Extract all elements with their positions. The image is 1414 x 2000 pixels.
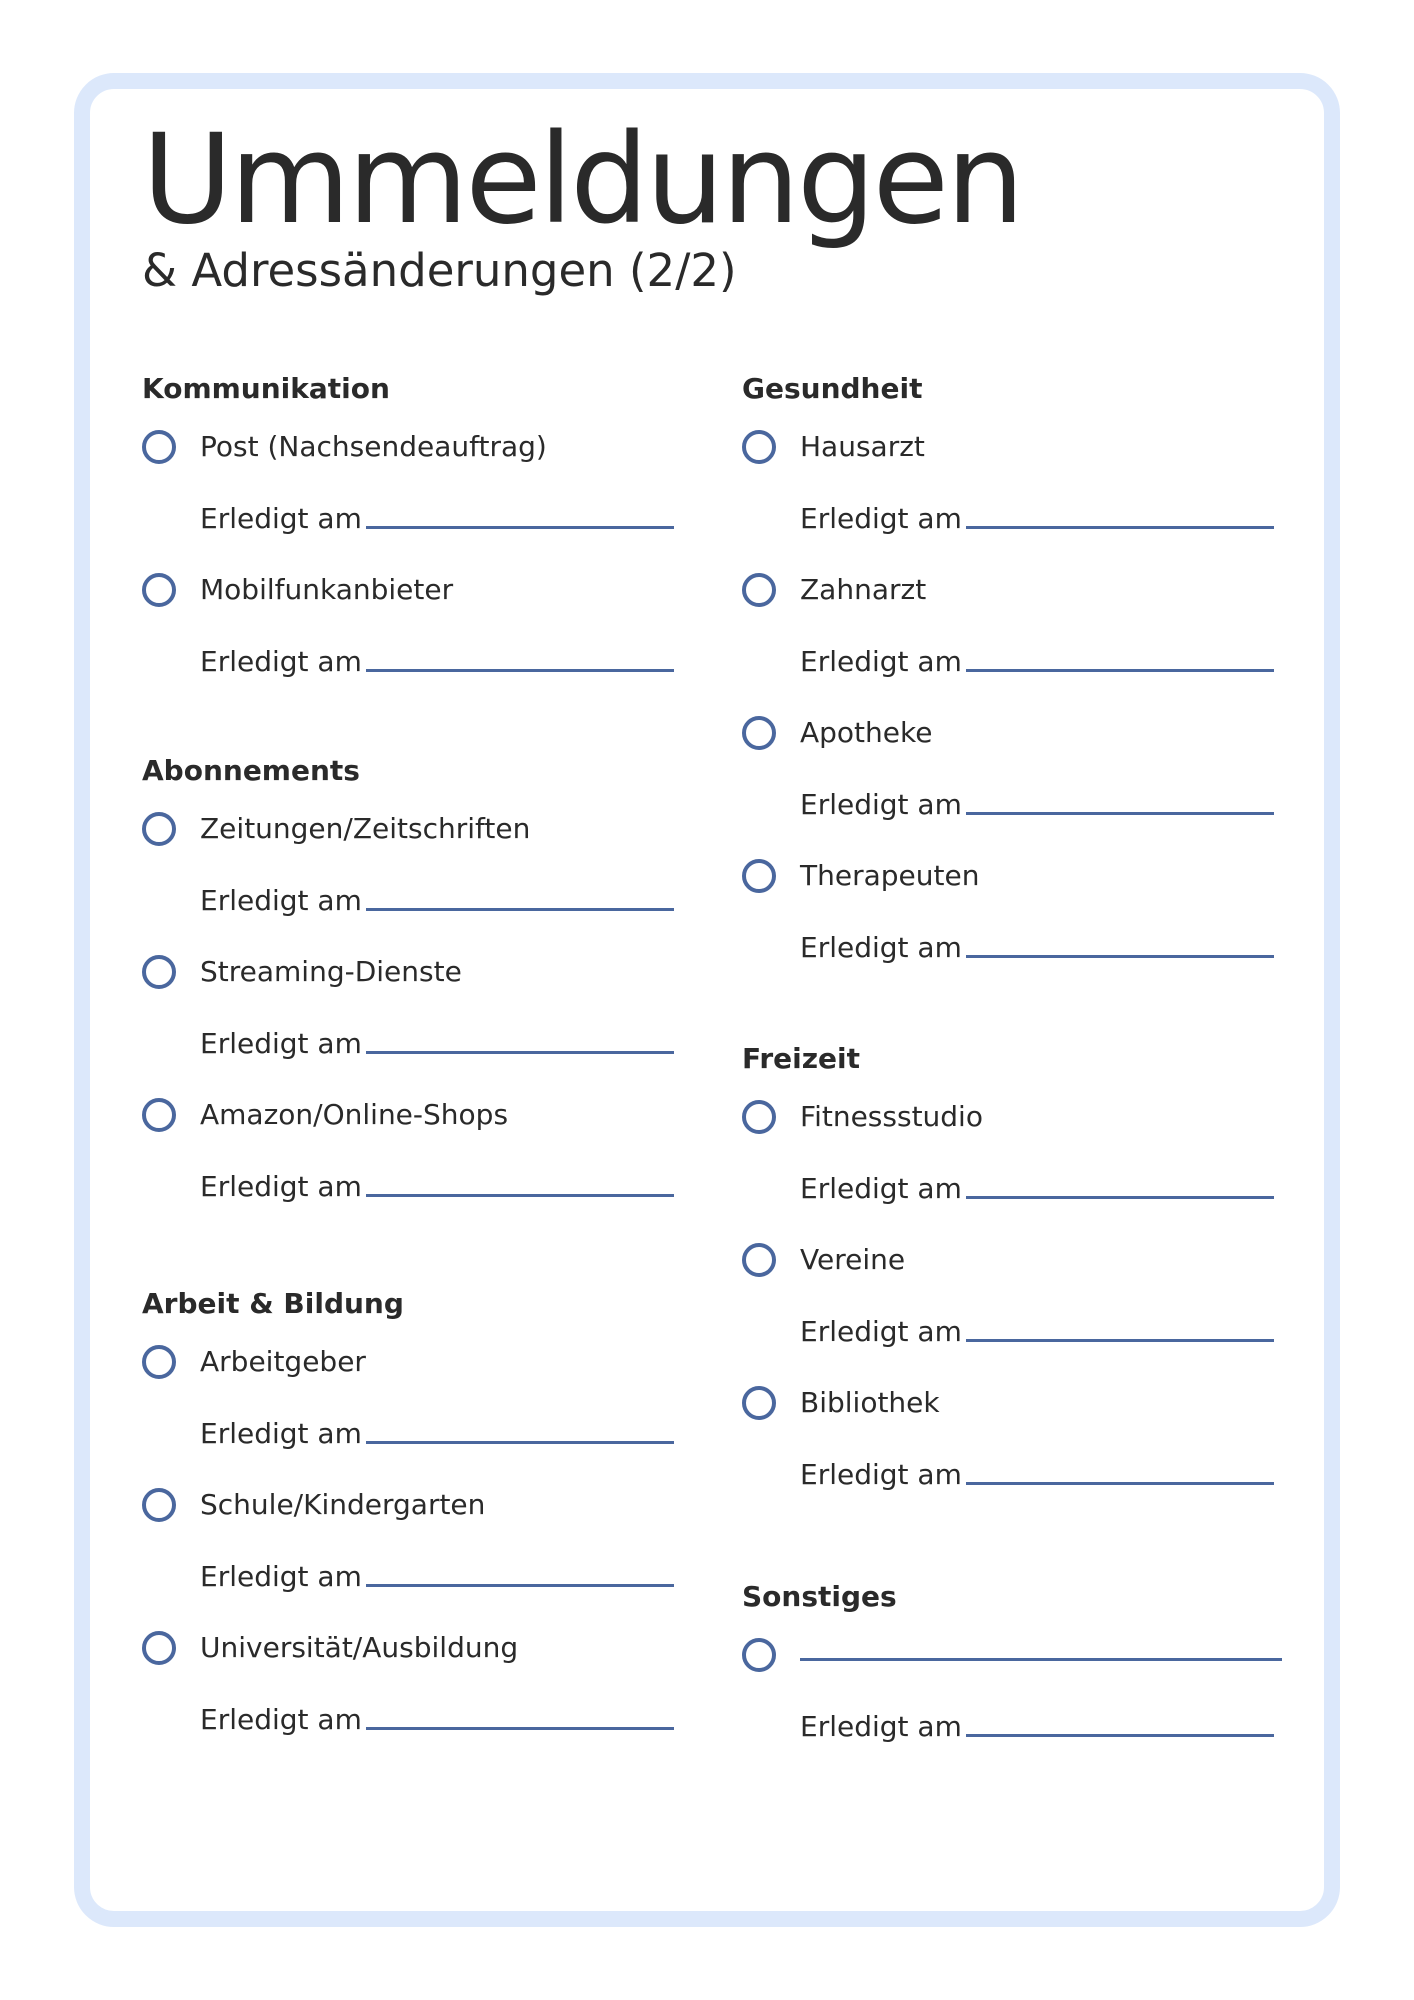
checkbox-circle[interactable]	[742, 573, 776, 607]
checkbox-circle[interactable]	[142, 1098, 176, 1132]
done-date-line[interactable]	[966, 1196, 1274, 1199]
item-label: Schule/Kindergarten	[200, 1488, 486, 1521]
done-label: Erledigt am	[800, 1710, 962, 1743]
checklist-row	[742, 573, 1282, 613]
right-column	[742, 0, 1282, 2000]
item-label: Amazon/Online-Shops	[200, 1098, 509, 1131]
checklist-item-apotheke	[742, 692, 1282, 835]
checkbox-circle[interactable]	[142, 573, 176, 607]
item-write-in-line[interactable]	[800, 1658, 1282, 1661]
done-date-line[interactable]	[966, 1482, 1274, 1485]
done-row	[800, 1172, 1282, 1212]
item-label: Hausarzt	[800, 430, 925, 463]
checklist-item-arbeitgeber	[142, 1321, 682, 1464]
done-label: Erledigt am	[200, 1417, 362, 1450]
checklist-row	[142, 1631, 682, 1671]
done-label: Erledigt am	[800, 1458, 962, 1491]
checklist-item-mobilfunkanbieter	[142, 549, 682, 692]
checkbox-circle[interactable]	[142, 430, 176, 464]
checklist-item-streaming-dienste	[142, 931, 682, 1074]
checklist-item-zeitungen-zeitschriften	[142, 788, 682, 931]
done-date-line[interactable]	[366, 1051, 674, 1054]
done-row	[800, 645, 1282, 685]
checklist-item-post-nachsendeauftrag	[142, 406, 682, 549]
section-kommunikation	[142, 372, 682, 692]
checklist-item-schule-kindergarten	[142, 1464, 682, 1607]
checklist-item-blank	[742, 1614, 1282, 1757]
item-label: Zahnarzt	[800, 573, 927, 606]
checklist-item-universitaet-ausbildung	[142, 1607, 682, 1750]
checklist-row	[742, 1386, 1282, 1426]
done-date-line[interactable]	[966, 1339, 1274, 1342]
checkbox-circle[interactable]	[742, 1386, 776, 1420]
checkbox-circle[interactable]	[742, 430, 776, 464]
checklist-item-zahnarzt	[742, 549, 1282, 692]
item-label: Bibliothek	[800, 1386, 940, 1419]
checkbox-circle[interactable]	[142, 955, 176, 989]
done-date-line[interactable]	[366, 1584, 674, 1587]
done-label: Erledigt am	[200, 1170, 362, 1203]
checkbox-circle[interactable]	[142, 1488, 176, 1522]
done-date-line[interactable]	[966, 526, 1274, 529]
done-label: Erledigt am	[800, 931, 962, 964]
checklist-item-bibliothek	[742, 1362, 1282, 1505]
checklist-item-fitnessstudio	[742, 1076, 1282, 1219]
item-label: Zeitungen/Zeitschriften	[200, 812, 531, 845]
done-label: Erledigt am	[800, 1172, 962, 1205]
done-label: Erledigt am	[200, 645, 362, 678]
checklist-row	[142, 1488, 682, 1528]
checklist-row	[142, 1345, 682, 1385]
checkbox-circle[interactable]	[742, 1638, 776, 1672]
done-date-line[interactable]	[966, 955, 1274, 958]
checklist-row	[742, 430, 1282, 470]
checkbox-circle[interactable]	[742, 1243, 776, 1277]
item-label: Universität/Ausbildung	[200, 1631, 519, 1664]
done-row	[800, 1710, 1282, 1750]
done-row	[200, 1703, 682, 1743]
done-row	[800, 1458, 1282, 1498]
section-sonstiges	[742, 1580, 1282, 1757]
checklist-row	[742, 859, 1282, 899]
done-date-line[interactable]	[366, 1727, 674, 1730]
checklist-row	[742, 1100, 1282, 1140]
checklist-row	[742, 1243, 1282, 1283]
section-title: Sonstiges	[742, 1580, 897, 1613]
checklist-item-vereine	[742, 1219, 1282, 1362]
section-title: Kommunikation	[142, 372, 390, 405]
done-row	[800, 931, 1282, 971]
done-row	[800, 788, 1282, 828]
checklist-item-amazon-online-shops	[142, 1074, 682, 1217]
checklist-row	[142, 430, 682, 470]
done-label: Erledigt am	[200, 1027, 362, 1060]
section-title: Arbeit & Bildung	[142, 1287, 404, 1320]
done-row	[200, 1027, 682, 1067]
done-date-line[interactable]	[366, 1441, 674, 1444]
item-label: Therapeuten	[800, 859, 980, 892]
section-abonnements	[142, 754, 682, 1217]
page-title: Ummeldungen	[142, 108, 1022, 252]
checklist-item-hausarzt	[742, 406, 1282, 549]
page-subtitle: & Adressänderungen (2/2)	[142, 244, 737, 297]
done-label: Erledigt am	[800, 1315, 962, 1348]
section-arbeit-bildung	[142, 1287, 682, 1750]
section-freizeit	[742, 1042, 1282, 1505]
done-date-line[interactable]	[366, 669, 674, 672]
item-label: Fitnessstudio	[800, 1100, 983, 1133]
done-row	[200, 502, 682, 542]
done-label: Erledigt am	[200, 1560, 362, 1593]
item-label: Post (Nachsendeauftrag)	[200, 430, 547, 463]
checkbox-circle[interactable]	[142, 812, 176, 846]
done-row	[200, 884, 682, 924]
checklist-row	[142, 812, 682, 852]
done-row	[200, 1560, 682, 1600]
done-row	[800, 502, 1282, 542]
done-row	[200, 645, 682, 685]
item-label: Streaming-Dienste	[200, 955, 462, 988]
item-label: Apotheke	[800, 716, 933, 749]
item-label: Vereine	[800, 1243, 906, 1276]
done-row	[800, 1315, 1282, 1355]
done-date-line[interactable]	[366, 526, 674, 529]
done-label: Erledigt am	[200, 884, 362, 917]
section-gesundheit	[742, 372, 1282, 978]
checkbox-circle[interactable]	[742, 859, 776, 893]
checkbox-circle[interactable]	[142, 1631, 176, 1665]
item-label: Arbeitgeber	[200, 1345, 366, 1378]
checkbox-circle[interactable]	[742, 716, 776, 750]
done-date-line[interactable]	[366, 1194, 674, 1197]
checkbox-circle[interactable]	[142, 1345, 176, 1379]
item-label: Mobilfunkanbieter	[200, 573, 454, 606]
checklist-row	[142, 955, 682, 995]
checklist-row	[742, 1638, 1282, 1678]
section-title: Abonnements	[142, 754, 360, 787]
done-label: Erledigt am	[200, 1703, 362, 1736]
done-label: Erledigt am	[800, 502, 962, 535]
checklist-row	[742, 716, 1282, 756]
left-column	[142, 0, 682, 2000]
section-title: Freizeit	[742, 1042, 861, 1075]
done-label: Erledigt am	[800, 788, 962, 821]
done-row	[200, 1170, 682, 1210]
section-title: Gesundheit	[742, 372, 923, 405]
done-date-line[interactable]	[966, 669, 1274, 672]
done-date-line[interactable]	[966, 812, 1274, 815]
done-label: Erledigt am	[800, 645, 962, 678]
done-row	[200, 1417, 682, 1457]
checklist-row	[142, 1098, 682, 1138]
done-label: Erledigt am	[200, 502, 362, 535]
done-date-line[interactable]	[366, 908, 674, 911]
checkbox-circle[interactable]	[742, 1100, 776, 1134]
checklist-item-therapeuten	[742, 835, 1282, 978]
checklist-row	[142, 573, 682, 613]
done-date-line[interactable]	[966, 1734, 1274, 1737]
